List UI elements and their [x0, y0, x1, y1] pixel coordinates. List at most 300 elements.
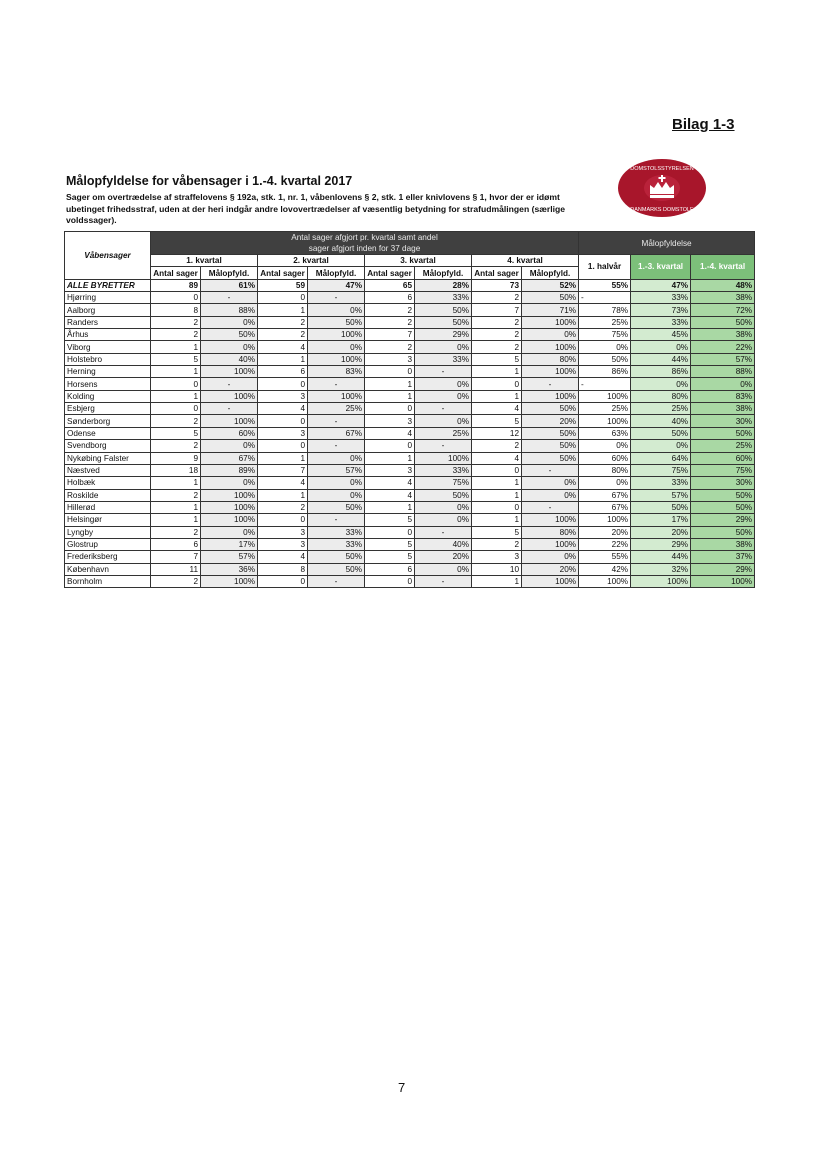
q4-antal-cell: 5 — [472, 526, 522, 538]
q3-malopfyld-cell: 0% — [415, 341, 472, 353]
halvar-value-cell: 67% — [579, 501, 631, 513]
antal-sager-header: Antal sager — [365, 267, 415, 279]
q1-antal-cell: 9 — [151, 452, 201, 464]
q1-4-value-cell: 50% — [691, 427, 755, 439]
q1-3-value-cell: 45% — [631, 329, 691, 341]
q3-malopfyld-cell: 100% — [415, 452, 472, 464]
q1-antal-cell: 1 — [151, 477, 201, 489]
q3-malopfyld-cell: 20% — [415, 551, 472, 563]
q1-4-value-cell: 30% — [691, 415, 755, 427]
q2-antal-cell: 2 — [258, 329, 308, 341]
court-name-cell: Aalborg — [65, 304, 151, 316]
court-name-cell: Århus — [65, 329, 151, 341]
court-name-cell: Næstved — [65, 464, 151, 476]
malopfyld-header: Målopfyld. — [201, 267, 258, 279]
page-subtitle: Sager om overtrædelse af straffelovens § 192a, stk. 1, nr. 1, våbenlovens § 2, stk. 1 eller knivlovens § 1, hvor der er idømt ubetinget frihedsstraf, uden at der heri indgår andre lovovertrædelser af væsentlig betydning for strafudmålingen (særlige voldssager). — [66, 192, 566, 225]
q4-antal-cell: 1 — [472, 390, 522, 402]
q4-malopfyld-cell: 80% — [522, 353, 579, 365]
q1-4-value-cell: 60% — [691, 452, 755, 464]
table-row — [65, 563, 755, 575]
q1-malopfyld-cell: 36% — [201, 563, 258, 575]
q4-antal-cell: 73 — [472, 279, 522, 291]
q3-antal-cell: 4 — [365, 489, 415, 501]
table-row — [65, 329, 755, 341]
q1-antal-cell: 5 — [151, 353, 201, 365]
q1-3-value-cell: 73% — [631, 304, 691, 316]
q4-malopfyld-cell: 50% — [522, 452, 579, 464]
q2-antal-cell: 6 — [258, 366, 308, 378]
halvar-value-cell: 42% — [579, 563, 631, 575]
q2-malopfyld-cell: - — [308, 514, 365, 526]
q2-antal-cell: 4 — [258, 341, 308, 353]
court-name-cell: Helsingør — [65, 514, 151, 526]
q1-antal-cell: 2 — [151, 489, 201, 501]
q1-antal-cell: 11 — [151, 563, 201, 575]
q4-malopfyld-cell: 100% — [522, 575, 579, 587]
halvar-value-cell: 78% — [579, 304, 631, 316]
q4-malopfyld-cell: 50% — [522, 427, 579, 439]
halvar-value-cell: 20% — [579, 526, 631, 538]
q1-3-value-cell: 47% — [631, 279, 691, 291]
q1-antal-cell: 2 — [151, 316, 201, 328]
q3-antal-cell: 6 — [365, 563, 415, 575]
q1-4-value-cell: 50% — [691, 526, 755, 538]
malopfyld-header: Målopfyld. — [522, 267, 579, 279]
q1-antal-cell: 5 — [151, 427, 201, 439]
q3-antal-cell: 1 — [365, 378, 415, 390]
q1-3-value-cell: 0% — [631, 378, 691, 390]
q1-antal-cell: 1 — [151, 501, 201, 513]
q1-antal-cell: 18 — [151, 464, 201, 476]
q4-antal-cell: 1 — [472, 477, 522, 489]
q2-antal-cell: 0 — [258, 378, 308, 390]
q1-antal-cell: 2 — [151, 526, 201, 538]
weapons-cases-table — [64, 231, 755, 588]
court-name-cell: Lyngby — [65, 526, 151, 538]
q4-malopfyld-cell: 0% — [522, 489, 579, 501]
halvar-value-cell: 55% — [579, 551, 631, 563]
q2-antal-cell: 0 — [258, 514, 308, 526]
q3-malopfyld-cell: 33% — [415, 353, 472, 365]
q1-malopfyld-cell: 67% — [201, 452, 258, 464]
q4-antal-cell: 2 — [472, 341, 522, 353]
q4-antal-cell: 12 — [472, 427, 522, 439]
q3-malopfyld-cell: 50% — [415, 304, 472, 316]
court-name-cell: Holstebro — [65, 353, 151, 365]
q3-malopfyld-cell: 75% — [415, 477, 472, 489]
halvar-value-cell: - — [579, 378, 631, 390]
court-name-cell: ALLE BYRETTER — [65, 279, 151, 291]
q1-malopfyld-cell: 0% — [201, 440, 258, 452]
table-row — [65, 440, 755, 452]
table-row — [65, 575, 755, 587]
court-name-cell: Frederiksberg — [65, 551, 151, 563]
q1-antal-cell: 8 — [151, 304, 201, 316]
q4-antal-cell: 1 — [472, 489, 522, 501]
q1-malopfyld-cell: - — [201, 378, 258, 390]
q4-antal-cell: 2 — [472, 292, 522, 304]
q3-malopfyld-cell: 50% — [415, 489, 472, 501]
court-name-cell: Kolding — [65, 390, 151, 402]
q1-malopfyld-cell: 50% — [201, 329, 258, 341]
q4-antal-cell: 2 — [472, 329, 522, 341]
q4-antal-cell: 3 — [472, 551, 522, 563]
court-name-cell: Herning — [65, 366, 151, 378]
q4-malopfyld-cell: 20% — [522, 563, 579, 575]
court-name-cell: Bornholm — [65, 575, 151, 587]
table-row — [65, 551, 755, 563]
q1-antal-cell: 1 — [151, 390, 201, 402]
q1-antal-cell: 2 — [151, 329, 201, 341]
antal-sager-header: Antal sager — [151, 267, 201, 279]
q1-malopfyld-cell: 88% — [201, 304, 258, 316]
q3-malopfyld-cell: 0% — [415, 501, 472, 513]
q1-3-value-cell: 80% — [631, 390, 691, 402]
court-name-cell: Glostrup — [65, 538, 151, 550]
q1-antal-cell: 2 — [151, 575, 201, 587]
q1-malopfyld-cell: 60% — [201, 427, 258, 439]
q2-antal-cell: 8 — [258, 563, 308, 575]
table-row — [65, 526, 755, 538]
q1-3-value-cell: 25% — [631, 403, 691, 415]
q1-malopfyld-cell: 100% — [201, 514, 258, 526]
group-header-line2: sager afgjort inden for 37 dage — [308, 244, 421, 253]
halvar-value-cell: 80% — [579, 464, 631, 476]
q1-3-value-cell: 33% — [631, 292, 691, 304]
court-name-cell: Nykøbing Falster — [65, 452, 151, 464]
halvar-value-cell: 55% — [579, 279, 631, 291]
page-title: Målopfyldelse for våbensager i 1.-4. kvartal 2017 — [66, 174, 353, 188]
svg-text:DANMARKS DOMSTOLE: DANMARKS DOMSTOLE — [630, 207, 694, 213]
q4-antal-cell: 2 — [472, 440, 522, 452]
group-header-line1: Antal sager afgjort pr. kvartal samt andel — [291, 233, 438, 242]
q2-antal-cell: 3 — [258, 390, 308, 402]
table-row — [65, 390, 755, 402]
q1-4-value-cell: 29% — [691, 563, 755, 575]
q2-malopfyld-cell: 57% — [308, 464, 365, 476]
q4-antal-cell: 10 — [472, 563, 522, 575]
q4-malopfyld-cell: 20% — [522, 415, 579, 427]
q4-antal-cell: 5 — [472, 353, 522, 365]
appendix-label: Bilag 1-3 — [672, 116, 735, 133]
q4-antal-cell: 2 — [472, 316, 522, 328]
q1-4-value-cell: 38% — [691, 538, 755, 550]
q1-4-value-cell: 50% — [691, 316, 755, 328]
q3-malopfyld-cell: 0% — [415, 415, 472, 427]
halvar-value-cell: 100% — [579, 415, 631, 427]
court-name-cell: Hjørring — [65, 292, 151, 304]
court-name-cell: Svendborg — [65, 440, 151, 452]
q1-antal-cell: 2 — [151, 440, 201, 452]
q2-malopfyld-cell: 0% — [308, 452, 365, 464]
q4-antal-cell: 0 — [472, 501, 522, 513]
q2-antal-cell: 1 — [258, 489, 308, 501]
q1-antal-cell: 0 — [151, 292, 201, 304]
q2-antal-cell: 59 — [258, 279, 308, 291]
q2-malopfyld-cell: 33% — [308, 526, 365, 538]
q1-4-value-cell: 100% — [691, 575, 755, 587]
q2-malopfyld-cell: - — [308, 292, 365, 304]
court-name-cell: Horsens — [65, 378, 151, 390]
q2-malopfyld-cell: 0% — [308, 341, 365, 353]
q4-malopfyld-cell: - — [522, 464, 579, 476]
q1-3-value-cell: 32% — [631, 563, 691, 575]
halvar-value-cell: 22% — [579, 538, 631, 550]
halvar-value-cell: 60% — [579, 452, 631, 464]
q1-3-header: 1.-3. kvartal — [631, 255, 691, 280]
q2-malopfyld-cell: - — [308, 415, 365, 427]
q2-antal-cell: 4 — [258, 477, 308, 489]
q1-malopfyld-cell: 17% — [201, 538, 258, 550]
quarter-4-header: 4. kvartal — [472, 255, 579, 267]
q4-malopfyld-cell: 52% — [522, 279, 579, 291]
q3-antal-cell: 6 — [365, 292, 415, 304]
table-row — [65, 514, 755, 526]
q3-malopfyld-cell: 0% — [415, 563, 472, 575]
q2-antal-cell: 2 — [258, 316, 308, 328]
q3-antal-cell: 0 — [365, 366, 415, 378]
q3-antal-cell: 65 — [365, 279, 415, 291]
q1-4-value-cell: 50% — [691, 489, 755, 501]
q3-antal-cell: 3 — [365, 464, 415, 476]
q3-antal-cell: 2 — [365, 341, 415, 353]
q1-4-value-cell: 38% — [691, 403, 755, 415]
q2-malopfyld-cell: 25% — [308, 403, 365, 415]
q3-antal-cell: 1 — [365, 452, 415, 464]
table-row — [65, 366, 755, 378]
q1-antal-cell: 89 — [151, 279, 201, 291]
q1-antal-cell: 1 — [151, 341, 201, 353]
q1-antal-cell: 1 — [151, 366, 201, 378]
table-body — [65, 279, 755, 588]
halvar-value-cell: 100% — [579, 390, 631, 402]
q1-4-value-cell: 0% — [691, 378, 755, 390]
halvar-header: 1. halvår — [579, 255, 631, 280]
q1-4-value-cell: 83% — [691, 390, 755, 402]
halvar-value-cell: 63% — [579, 427, 631, 439]
q3-antal-cell: 1 — [365, 501, 415, 513]
q4-antal-cell: 5 — [472, 415, 522, 427]
q4-malopfyld-cell: 0% — [522, 551, 579, 563]
court-name-cell: Viborg — [65, 341, 151, 353]
q1-malopfyld-cell: - — [201, 292, 258, 304]
q3-antal-cell: 2 — [365, 316, 415, 328]
q4-malopfyld-cell: 80% — [522, 526, 579, 538]
malopfyld-header: Målopfyld. — [308, 267, 365, 279]
table-row — [65, 378, 755, 390]
q1-malopfyld-cell: 0% — [201, 316, 258, 328]
table-row — [65, 501, 755, 513]
q1-3-value-cell: 50% — [631, 501, 691, 513]
q1-4-value-cell: 75% — [691, 464, 755, 476]
q1-4-value-cell: 88% — [691, 366, 755, 378]
q4-antal-cell: 1 — [472, 366, 522, 378]
halvar-value-cell: - — [579, 292, 631, 304]
total-row — [65, 279, 755, 291]
q3-malopfyld-cell: 33% — [415, 464, 472, 476]
court-name-cell: Randers — [65, 316, 151, 328]
q3-malopfyld-cell: 29% — [415, 329, 472, 341]
court-name-cell: Esbjerg — [65, 403, 151, 415]
q1-3-value-cell: 100% — [631, 575, 691, 587]
halvar-value-cell: 0% — [579, 477, 631, 489]
q3-antal-cell: 0 — [365, 575, 415, 587]
q4-malopfyld-cell: 100% — [522, 341, 579, 353]
antal-sager-header: Antal sager — [472, 267, 522, 279]
q4-malopfyld-cell: 0% — [522, 477, 579, 489]
q3-malopfyld-cell: 0% — [415, 390, 472, 402]
halvar-value-cell: 25% — [579, 316, 631, 328]
q1-3-value-cell: 0% — [631, 440, 691, 452]
q3-antal-cell: 0 — [365, 526, 415, 538]
q4-malopfyld-cell: - — [522, 501, 579, 513]
q4-antal-cell: 7 — [472, 304, 522, 316]
q1-malopfyld-cell: 40% — [201, 353, 258, 365]
q2-malopfyld-cell: 50% — [308, 551, 365, 563]
quarter-3-header: 3. kvartal — [365, 255, 472, 267]
q1-malopfyld-cell: 100% — [201, 489, 258, 501]
q2-antal-cell: 1 — [258, 452, 308, 464]
q1-4-value-cell: 30% — [691, 477, 755, 489]
q2-malopfyld-cell: 100% — [308, 329, 365, 341]
q4-antal-cell: 0 — [472, 464, 522, 476]
q1-4-header: 1.-4. kvartal — [691, 255, 755, 280]
table-row — [65, 427, 755, 439]
q3-antal-cell: 0 — [365, 403, 415, 415]
halvar-value-cell: 75% — [579, 329, 631, 341]
quarter-1-header: 1. kvartal — [151, 255, 258, 267]
table-row — [65, 403, 755, 415]
q1-3-value-cell: 75% — [631, 464, 691, 476]
q2-malopfyld-cell: 50% — [308, 563, 365, 575]
q2-antal-cell: 3 — [258, 427, 308, 439]
q2-malopfyld-cell: 100% — [308, 390, 365, 402]
q2-antal-cell: 3 — [258, 526, 308, 538]
q3-antal-cell: 4 — [365, 427, 415, 439]
q2-antal-cell: 2 — [258, 501, 308, 513]
q1-3-value-cell: 44% — [631, 353, 691, 365]
q3-antal-cell: 4 — [365, 477, 415, 489]
q1-3-value-cell: 64% — [631, 452, 691, 464]
q3-antal-cell: 5 — [365, 514, 415, 526]
q1-3-value-cell: 40% — [631, 415, 691, 427]
table-row — [65, 341, 755, 353]
q4-antal-cell: 1 — [472, 514, 522, 526]
q1-antal-cell: 1 — [151, 514, 201, 526]
q4-malopfyld-cell: 100% — [522, 390, 579, 402]
q3-malopfyld-cell: - — [415, 440, 472, 452]
q2-malopfyld-cell: 33% — [308, 538, 365, 550]
q3-antal-cell: 2 — [365, 304, 415, 316]
q4-antal-cell: 4 — [472, 403, 522, 415]
q2-malopfyld-cell: - — [308, 378, 365, 390]
page-number: 7 — [398, 1080, 406, 1095]
court-name-cell: København — [65, 563, 151, 575]
q4-malopfyld-cell: - — [522, 378, 579, 390]
q4-antal-cell: 2 — [472, 538, 522, 550]
q3-malopfyld-cell: 0% — [415, 514, 472, 526]
q1-3-value-cell: 50% — [631, 427, 691, 439]
q4-malopfyld-cell: 100% — [522, 366, 579, 378]
q3-malopfyld-cell: - — [415, 366, 472, 378]
q1-antal-cell: 0 — [151, 378, 201, 390]
table-row — [65, 292, 755, 304]
halvar-value-cell: 25% — [579, 403, 631, 415]
q2-antal-cell: 7 — [258, 464, 308, 476]
court-name-cell: Hillerød — [65, 501, 151, 513]
q3-malopfyld-cell: - — [415, 575, 472, 587]
q2-malopfyld-cell: 83% — [308, 366, 365, 378]
q1-3-value-cell: 57% — [631, 489, 691, 501]
q2-malopfyld-cell: 0% — [308, 477, 365, 489]
q1-4-value-cell: 29% — [691, 514, 755, 526]
q2-malopfyld-cell: 0% — [308, 489, 365, 501]
q4-malopfyld-cell: 100% — [522, 514, 579, 526]
q2-malopfyld-cell: 67% — [308, 427, 365, 439]
halvar-value-cell: 0% — [579, 440, 631, 452]
malopfyld-header: Målopfyld. — [415, 267, 472, 279]
q3-malopfyld-cell: 50% — [415, 316, 472, 328]
q1-antal-cell: 7 — [151, 551, 201, 563]
q1-4-value-cell: 57% — [691, 353, 755, 365]
q2-malopfyld-cell: 100% — [308, 353, 365, 365]
q3-malopfyld-cell: - — [415, 526, 472, 538]
q1-antal-cell: 6 — [151, 538, 201, 550]
q2-malopfyld-cell: 47% — [308, 279, 365, 291]
q2-malopfyld-cell: 0% — [308, 304, 365, 316]
q2-antal-cell: 1 — [258, 353, 308, 365]
q3-antal-cell: 3 — [365, 353, 415, 365]
q1-malopfyld-cell: 100% — [201, 501, 258, 513]
q1-3-value-cell: 0% — [631, 341, 691, 353]
q1-malopfyld-cell: 0% — [201, 477, 258, 489]
q2-antal-cell: 0 — [258, 575, 308, 587]
table-row — [65, 452, 755, 464]
q2-antal-cell: 3 — [258, 538, 308, 550]
table-row — [65, 477, 755, 489]
halvar-value-cell: 86% — [579, 366, 631, 378]
q4-malopfyld-cell: 50% — [522, 403, 579, 415]
q2-antal-cell: 4 — [258, 551, 308, 563]
q1-malopfyld-cell: 100% — [201, 390, 258, 402]
court-name-cell: Sønderborg — [65, 415, 151, 427]
q1-antal-cell: 2 — [151, 415, 201, 427]
q4-antal-cell: 1 — [472, 575, 522, 587]
q3-malopfyld-cell: 28% — [415, 279, 472, 291]
q4-antal-cell: 0 — [472, 378, 522, 390]
q1-antal-cell: 0 — [151, 403, 201, 415]
q2-malopfyld-cell: - — [308, 575, 365, 587]
q1-4-value-cell: 48% — [691, 279, 755, 291]
q1-malopfyld-cell: 100% — [201, 575, 258, 587]
q4-antal-cell: 4 — [472, 452, 522, 464]
table-row — [65, 304, 755, 316]
halvar-value-cell: 50% — [579, 353, 631, 365]
malopfyldelse-header: Målopfyldelse — [579, 232, 755, 255]
q3-antal-cell: 0 — [365, 440, 415, 452]
q1-4-value-cell: 22% — [691, 341, 755, 353]
quarter-2-header: 2. kvartal — [258, 255, 365, 267]
q3-antal-cell: 1 — [365, 390, 415, 402]
q2-antal-cell: 1 — [258, 304, 308, 316]
q3-antal-cell: 7 — [365, 329, 415, 341]
table-row — [65, 489, 755, 501]
q4-malopfyld-cell: 100% — [522, 538, 579, 550]
q1-4-value-cell: 72% — [691, 304, 755, 316]
q2-antal-cell: 0 — [258, 440, 308, 452]
q2-antal-cell: 0 — [258, 292, 308, 304]
q4-malopfyld-cell: 0% — [522, 329, 579, 341]
